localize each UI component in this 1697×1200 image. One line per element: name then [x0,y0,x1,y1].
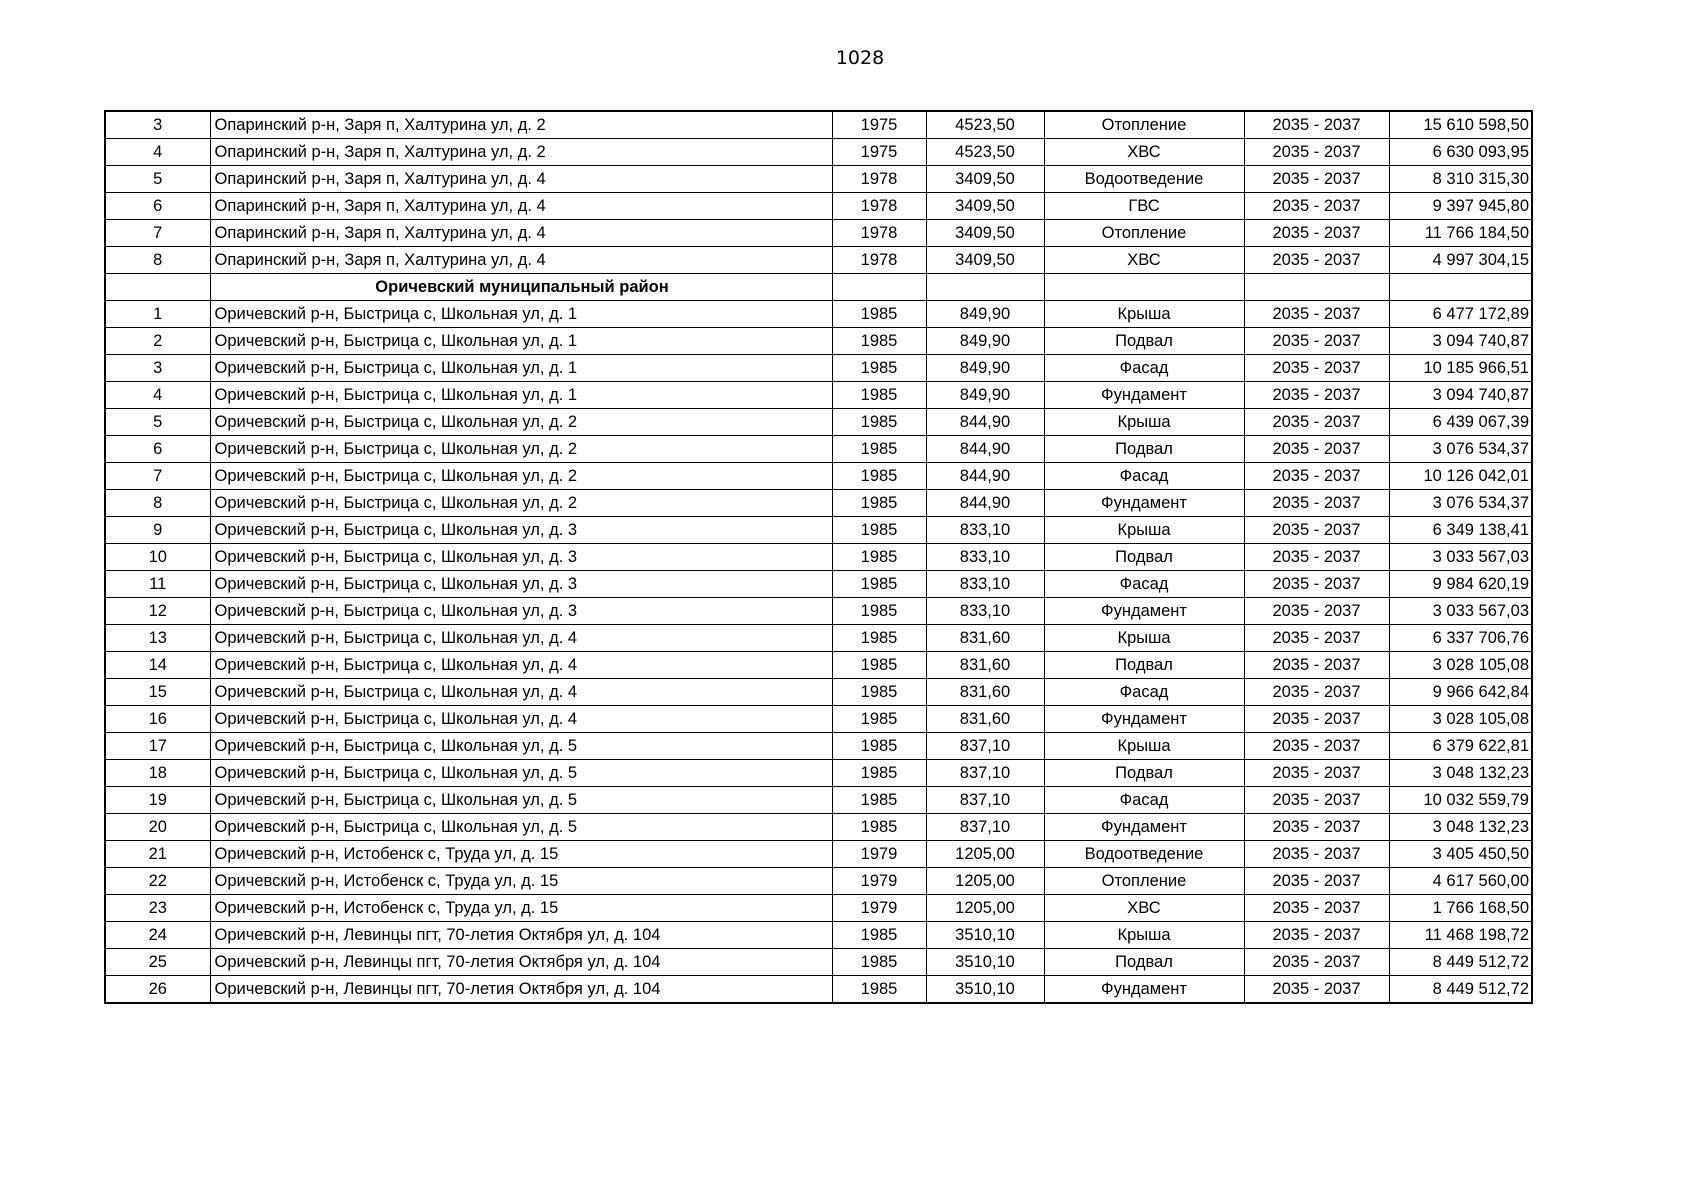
cell-cost: 10 185 966,51 [1389,355,1532,382]
table-row [105,193,1532,220]
cell-year: 1985 [832,517,926,544]
cell-address: Оричевский р-н, Быстрица с, Школьная ул, д. 3 [210,517,832,544]
cell-cost: 3 076 534,37 [1389,490,1532,517]
cell-year: 1979 [832,868,926,895]
cell-cost: 6 349 138,41 [1389,517,1532,544]
cell-period: 2035 - 2037 [1244,679,1389,706]
cell-area: 4523,50 [926,139,1044,166]
cell-year: 1975 [832,139,926,166]
cell-number: 23 [105,895,210,922]
cell-area: 837,10 [926,733,1044,760]
table-row [105,544,1532,571]
cell-cost: 6 337 706,76 [1389,625,1532,652]
table-row [105,733,1532,760]
table-row [105,490,1532,517]
cell-period: 2035 - 2037 [1244,733,1389,760]
cell-cost: 15 610 598,50 [1389,111,1532,139]
table-row [105,409,1532,436]
cell-address: Оричевский р-н, Истобенск с, Труда ул, д. 15 [210,841,832,868]
cell-work-type [1044,274,1244,301]
cell-cost: 10 126 042,01 [1389,463,1532,490]
cell-area: 3409,50 [926,247,1044,274]
cell-area: 3409,50 [926,220,1044,247]
cell-period: 2035 - 2037 [1244,571,1389,598]
cell-year: 1985 [832,355,926,382]
cell-work-type: Фундамент [1044,598,1244,625]
cell-area: 849,90 [926,355,1044,382]
table-row [105,706,1532,733]
cell-number: 2 [105,328,210,355]
cell-period: 2035 - 2037 [1244,922,1389,949]
cell-address: Оричевский р-н, Истобенск с, Труда ул, д. 15 [210,895,832,922]
cell-number: 10 [105,544,210,571]
cell-address: Оричевский р-н, Быстрица с, Школьная ул, д. 5 [210,814,832,841]
cell-year: 1985 [832,463,926,490]
cell-year: 1985 [832,679,926,706]
cell-work-type: Подвал [1044,328,1244,355]
cell-period: 2035 - 2037 [1244,355,1389,382]
cell-number: 14 [105,652,210,679]
table-row [105,355,1532,382]
cell-number: 6 [105,436,210,463]
cell-work-type: Отопление [1044,111,1244,139]
cell-address: Оричевский р-н, Быстрица с, Школьная ул, д. 5 [210,760,832,787]
cell-period: 2035 - 2037 [1244,625,1389,652]
table-row [105,517,1532,544]
capital-repair-table [104,110,1533,1004]
table-row [105,598,1532,625]
cell-address: Опаринский р-н, Заря п, Халтурина ул, д. 2 [210,111,832,139]
cell-address: Оричевский р-н, Быстрица с, Школьная ул, д. 3 [210,544,832,571]
cell-year: 1978 [832,220,926,247]
cell-area: 831,60 [926,679,1044,706]
cell-cost: 3 048 132,23 [1389,760,1532,787]
cell-work-type: Водоотведение [1044,841,1244,868]
cell-year: 1985 [832,544,926,571]
cell-area: 844,90 [926,436,1044,463]
cell-address: Оричевский р-н, Быстрица с, Школьная ул, д. 4 [210,706,832,733]
cell-period: 2035 - 2037 [1244,895,1389,922]
cell-period: 2035 - 2037 [1244,436,1389,463]
cell-area: 3409,50 [926,193,1044,220]
cell-address: Оричевский р-н, Левинцы пгт, 70-летия Октября ул, д. 104 [210,949,832,976]
cell-area: 837,10 [926,814,1044,841]
cell-work-type: Подвал [1044,652,1244,679]
cell-work-type: Фасад [1044,463,1244,490]
cell-cost: 3 094 740,87 [1389,382,1532,409]
cell-address: Оричевский р-н, Быстрица с, Школьная ул, д. 5 [210,787,832,814]
cell-cost: 3 028 105,08 [1389,652,1532,679]
table-row [105,571,1532,598]
cell-number: 7 [105,220,210,247]
cell-number: 25 [105,949,210,976]
cell-period: 2035 - 2037 [1244,463,1389,490]
cell-cost: 3 405 450,50 [1389,841,1532,868]
cell-period: 2035 - 2037 [1244,787,1389,814]
table-row [105,787,1532,814]
cell-period [1244,274,1389,301]
cell-work-type: Фундамент [1044,814,1244,841]
cell-year: 1975 [832,111,926,139]
table-row [105,463,1532,490]
table-row [105,247,1532,274]
cell-number [105,274,210,301]
cell-year: 1985 [832,625,926,652]
cell-address: Опаринский р-н, Заря п, Халтурина ул, д. 4 [210,166,832,193]
table-row [105,111,1532,139]
cell-year: 1985 [832,760,926,787]
cell-address: Оричевский р-н, Быстрица с, Школьная ул, д. 2 [210,490,832,517]
cell-work-type: Крыша [1044,409,1244,436]
table-row [105,436,1532,463]
cell-cost: 11 468 198,72 [1389,922,1532,949]
cell-cost: 4 997 304,15 [1389,247,1532,274]
cell-cost: 3 048 132,23 [1389,814,1532,841]
cell-address: Оричевский р-н, Быстрица с, Школьная ул, д. 3 [210,598,832,625]
cell-address: Опаринский р-н, Заря п, Халтурина ул, д. 2 [210,139,832,166]
cell-work-type: Фундамент [1044,490,1244,517]
cell-cost: 6 630 093,95 [1389,139,1532,166]
cell-number: 8 [105,247,210,274]
cell-work-type: Фасад [1044,571,1244,598]
table-row [105,976,1532,1004]
cell-area: 849,90 [926,382,1044,409]
cell-area: 3510,10 [926,922,1044,949]
cell-number: 18 [105,760,210,787]
table-row [105,166,1532,193]
cell-number: 8 [105,490,210,517]
cell-period: 2035 - 2037 [1244,868,1389,895]
cell-address: Оричевский р-н, Быстрица с, Школьная ул, д. 4 [210,625,832,652]
cell-work-type: Фасад [1044,787,1244,814]
cell-period: 2035 - 2037 [1244,382,1389,409]
cell-period: 2035 - 2037 [1244,949,1389,976]
cell-period: 2035 - 2037 [1244,220,1389,247]
cell-number: 6 [105,193,210,220]
cell-address: Оричевский р-н, Быстрица с, Школьная ул, д. 1 [210,301,832,328]
cell-cost: 10 032 559,79 [1389,787,1532,814]
cell-address: Оричевский р-н, Быстрица с, Школьная ул, д. 1 [210,328,832,355]
cell-address: Оричевский р-н, Быстрица с, Школьная ул, д. 2 [210,463,832,490]
table-row [105,652,1532,679]
cell-cost: 3 028 105,08 [1389,706,1532,733]
cell-address: Оричевский р-н, Быстрица с, Школьная ул, д. 4 [210,679,832,706]
cell-address: Оричевский р-н, Быстрица с, Школьная ул, д. 4 [210,652,832,679]
cell-cost: 8 310 315,30 [1389,166,1532,193]
cell-area: 3409,50 [926,166,1044,193]
cell-year: 1985 [832,733,926,760]
cell-work-type: Подвал [1044,949,1244,976]
cell-work-type: Крыша [1044,733,1244,760]
cell-cost [1389,274,1532,301]
cell-number: 24 [105,922,210,949]
cell-period: 2035 - 2037 [1244,598,1389,625]
cell-area: 844,90 [926,490,1044,517]
cell-address: Оричевский р-н, Быстрица с, Школьная ул, д. 1 [210,355,832,382]
table-row [105,328,1532,355]
section-header-row [105,274,1532,301]
cell-year: 1985 [832,652,926,679]
cell-year: 1978 [832,166,926,193]
cell-cost: 8 449 512,72 [1389,976,1532,1004]
cell-work-type: Отопление [1044,220,1244,247]
cell-year: 1978 [832,193,926,220]
cell-cost: 9 984 620,19 [1389,571,1532,598]
cell-year: 1979 [832,841,926,868]
cell-work-type: Крыша [1044,922,1244,949]
cell-period: 2035 - 2037 [1244,193,1389,220]
cell-year: 1985 [832,490,926,517]
cell-cost: 6 477 172,89 [1389,301,1532,328]
cell-address: Оричевский р-н, Быстрица с, Школьная ул, д. 5 [210,733,832,760]
cell-work-type: Фасад [1044,355,1244,382]
cell-number: 11 [105,571,210,598]
cell-work-type: Водоотведение [1044,166,1244,193]
cell-year: 1985 [832,301,926,328]
cell-area: 1205,00 [926,895,1044,922]
cell-address: Оричевский р-н, Левинцы пгт, 70-летия Октября ул, д. 104 [210,976,832,1004]
cell-cost: 9 397 945,80 [1389,193,1532,220]
cell-year: 1985 [832,706,926,733]
cell-number: 21 [105,841,210,868]
table-row [105,679,1532,706]
table-row [105,868,1532,895]
cell-year [832,274,926,301]
cell-year: 1985 [832,571,926,598]
cell-period: 2035 - 2037 [1244,247,1389,274]
cell-period: 2035 - 2037 [1244,517,1389,544]
cell-number: 7 [105,463,210,490]
cell-year: 1985 [832,814,926,841]
cell-number: 19 [105,787,210,814]
cell-period: 2035 - 2037 [1244,814,1389,841]
cell-year: 1985 [832,382,926,409]
cell-cost: 9 966 642,84 [1389,679,1532,706]
cell-area [926,274,1044,301]
cell-cost: 3 033 567,03 [1389,544,1532,571]
cell-cost: 6 439 067,39 [1389,409,1532,436]
cell-period: 2035 - 2037 [1244,301,1389,328]
cell-period: 2035 - 2037 [1244,652,1389,679]
cell-area: 844,90 [926,409,1044,436]
cell-area: 837,10 [926,787,1044,814]
cell-number: 5 [105,409,210,436]
cell-cost: 6 379 622,81 [1389,733,1532,760]
table-row [105,220,1532,247]
cell-number: 20 [105,814,210,841]
cell-number: 4 [105,382,210,409]
cell-area: 849,90 [926,328,1044,355]
cell-year: 1985 [832,409,926,436]
cell-work-type: Подвал [1044,544,1244,571]
cell-period: 2035 - 2037 [1244,166,1389,193]
cell-period: 2035 - 2037 [1244,706,1389,733]
cell-work-type: Фундамент [1044,706,1244,733]
cell-address: Опаринский р-н, Заря п, Халтурина ул, д. 4 [210,247,832,274]
cell-area: 833,10 [926,517,1044,544]
cell-work-type: Фундамент [1044,976,1244,1004]
table-row [105,382,1532,409]
cell-work-type: Крыша [1044,625,1244,652]
table-row [105,922,1532,949]
table-row [105,625,1532,652]
table-row [105,895,1532,922]
cell-number: 4 [105,139,210,166]
cell-period: 2035 - 2037 [1244,760,1389,787]
cell-work-type: Фасад [1044,679,1244,706]
cell-year: 1985 [832,976,926,1004]
cell-period: 2035 - 2037 [1244,328,1389,355]
cell-year: 1985 [832,436,926,463]
cell-cost: 8 449 512,72 [1389,949,1532,976]
cell-area: 833,10 [926,598,1044,625]
cell-area: 4523,50 [926,111,1044,139]
table-row [105,760,1532,787]
cell-address: Опаринский р-н, Заря п, Халтурина ул, д. 4 [210,220,832,247]
cell-work-type: Подвал [1044,436,1244,463]
page-number: 1028 [835,47,885,69]
cell-year: 1985 [832,949,926,976]
cell-cost: 3 033 567,03 [1389,598,1532,625]
cell-area: 833,10 [926,571,1044,598]
cell-work-type: Крыша [1044,301,1244,328]
cell-number: 16 [105,706,210,733]
cell-address: Оричевский р-н, Быстрица с, Школьная ул, д. 1 [210,382,832,409]
cell-period: 2035 - 2037 [1244,111,1389,139]
cell-cost: 4 617 560,00 [1389,868,1532,895]
cell-area: 837,10 [926,760,1044,787]
cell-area: 3510,10 [926,949,1044,976]
cell-area: 833,10 [926,544,1044,571]
cell-work-type: ХВС [1044,247,1244,274]
cell-year: 1978 [832,247,926,274]
table-row [105,814,1532,841]
cell-number: 22 [105,868,210,895]
cell-period: 2035 - 2037 [1244,139,1389,166]
cell-area: 1205,00 [926,868,1044,895]
cell-address: Оричевский р-н, Левинцы пгт, 70-летия Октября ул, д. 104 [210,922,832,949]
table-body [105,111,1532,1003]
cell-address: Оричевский р-н, Быстрица с, Школьная ул, д. 3 [210,571,832,598]
cell-number: 26 [105,976,210,1004]
cell-period: 2035 - 2037 [1244,409,1389,436]
table-row [105,949,1532,976]
cell-address: Оричевский р-н, Быстрица с, Школьная ул, д. 2 [210,409,832,436]
cell-area: 831,60 [926,652,1044,679]
cell-year: 1985 [832,922,926,949]
table-row [105,301,1532,328]
cell-work-type: ХВС [1044,895,1244,922]
cell-number: 12 [105,598,210,625]
cell-number: 3 [105,355,210,382]
cell-year: 1985 [832,328,926,355]
cell-area: 1205,00 [926,841,1044,868]
cell-period: 2035 - 2037 [1244,976,1389,1004]
cell-address: Опаринский р-н, Заря п, Халтурина ул, д. 4 [210,193,832,220]
cell-work-type: Отопление [1044,868,1244,895]
cell-work-type: ГВС [1044,193,1244,220]
cell-period: 2035 - 2037 [1244,841,1389,868]
cell-number: 1 [105,301,210,328]
cell-cost: 11 766 184,50 [1389,220,1532,247]
table-row [105,139,1532,166]
section-title: Оричевский муниципальный район [210,274,832,301]
cell-number: 5 [105,166,210,193]
cell-number: 13 [105,625,210,652]
cell-work-type: ХВС [1044,139,1244,166]
cell-period: 2035 - 2037 [1244,544,1389,571]
cell-work-type: Крыша [1044,517,1244,544]
cell-number: 3 [105,111,210,139]
table-row [105,841,1532,868]
cell-cost: 1 766 168,50 [1389,895,1532,922]
cell-number: 17 [105,733,210,760]
cell-address: Оричевский р-н, Истобенск с, Труда ул, д. 15 [210,868,832,895]
cell-area: 831,60 [926,706,1044,733]
cell-year: 1985 [832,787,926,814]
cell-work-type: Фундамент [1044,382,1244,409]
cell-work-type: Подвал [1044,760,1244,787]
cell-area: 844,90 [926,463,1044,490]
cell-area: 3510,10 [926,976,1044,1004]
cell-number: 9 [105,517,210,544]
cell-year: 1979 [832,895,926,922]
cell-period: 2035 - 2037 [1244,490,1389,517]
cell-area: 849,90 [926,301,1044,328]
cell-address: Оричевский р-н, Быстрица с, Школьная ул, д. 2 [210,436,832,463]
cell-area: 831,60 [926,625,1044,652]
cell-cost: 3 076 534,37 [1389,436,1532,463]
cell-cost: 3 094 740,87 [1389,328,1532,355]
cell-number: 15 [105,679,210,706]
cell-year: 1985 [832,598,926,625]
